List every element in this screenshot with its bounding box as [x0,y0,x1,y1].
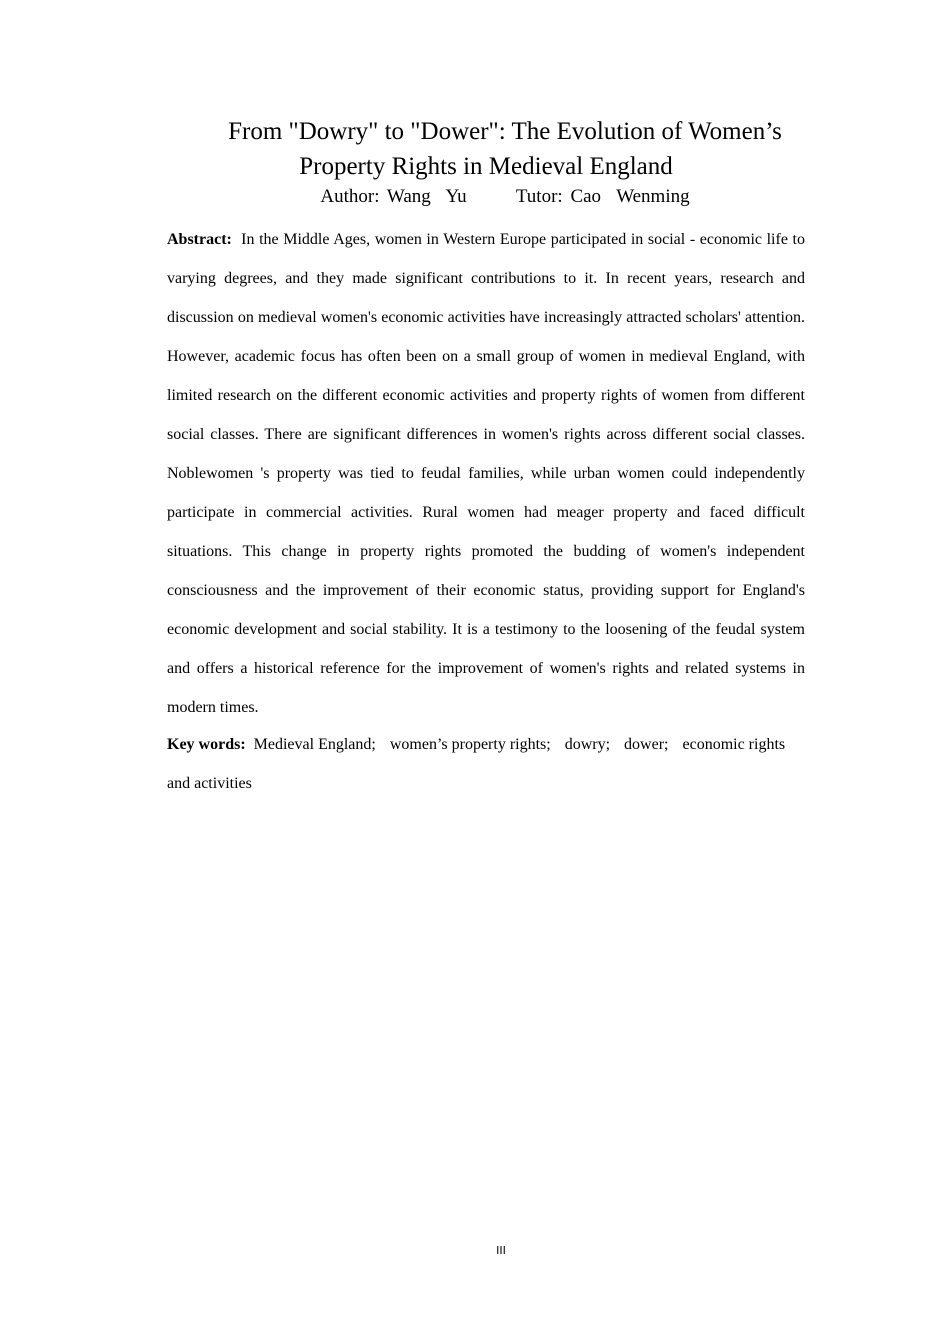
author-label: Author: [320,186,380,207]
title-line-1: From "Dowry" to "Dower": The Evolution of Women’s [228,118,782,145]
title-line-2: Property Rights in Medieval England [299,153,673,180]
tutor-name: Cao Wenming [570,186,690,207]
keywords-paragraph [167,725,805,803]
paper-title [160,114,850,184]
keyword-item: Medieval England; [253,736,376,753]
abstract-paragraph [167,220,805,727]
abstract-text: In the Middle Ages, women in Western Europe participated in social - economic life to varying degrees, and they made significant contributions to it. In recent years, research and discussion on medieval women's economic activities have increasingly attracted scholars' attention. However, academic focus has often been on a small group of women in medieval England, with limited research on the different economic activities and property rights of women from different social classes. There are significant differences in women's rights across different social classes. Noblewomen 's property was tied to feudal families, while urban women could independently participate in commercial activities. Rural women had meager property and faced difficult situations. This change in property rights promoted the budding of women's independent consciousness and the improvement of their economic status, providing support for England's economic development and social stability. It is a testimony to the loosening of the feudal system and offers a historical reference for the improvement of women's rights and related systems in modern times. [167,231,805,716]
tutor-label: Tutor: [515,186,563,207]
abstract-label: Abstract: [167,231,232,248]
byline [160,185,850,209]
keyword-item: women’s property rights; [389,736,551,753]
author-name: Wang Yu [386,186,467,207]
page-number: III [496,1244,506,1257]
keyword-item: dower; [624,736,669,753]
keywords-label: Key words: [167,736,246,753]
keyword-item: dowry; [564,736,611,753]
keyword-item: economic rights and activities [167,736,786,792]
